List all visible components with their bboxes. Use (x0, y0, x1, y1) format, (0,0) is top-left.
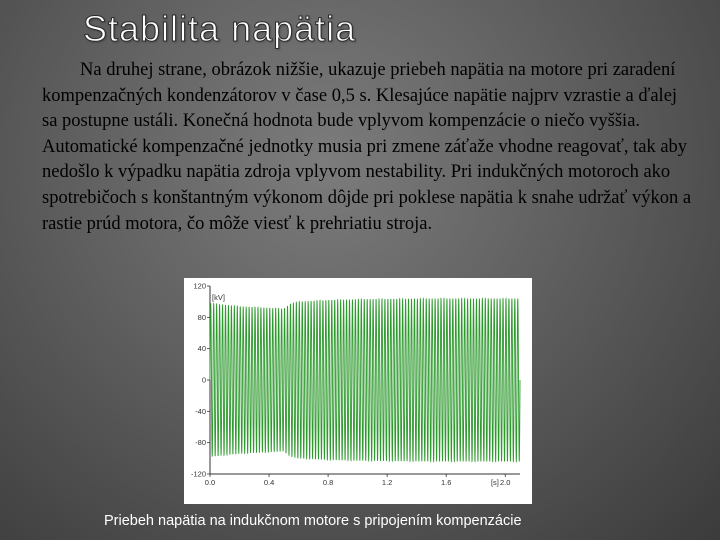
x-axis-label: [s] (490, 478, 499, 487)
y-tick-label: 0 (201, 375, 206, 385)
y-tick-label: -120 (190, 469, 206, 479)
x-tick-label: 0.0 (204, 478, 216, 487)
y-tick-label: 120 (193, 281, 206, 291)
x-tick-label: 2.0 (500, 478, 511, 487)
x-tick-label: 0.4 (263, 478, 275, 487)
y-tick-label: -80 (195, 438, 206, 448)
figure-caption: Priebeh napätia na indukčnom motore s pripojením kompenzácie (104, 513, 522, 529)
y-tick-label: 80 (197, 312, 206, 322)
y-tick-label: 40 (197, 344, 206, 354)
x-tick-label: 1.2 (381, 478, 393, 487)
slide-paragraph: Na druhej strane, obrázok nižšie, ukazuje priebeh napätia na motore pri zaradení kompenzačných kondenzátorov v čase 0,5 s. Klesajúce napätie najprv vzrastie a ďalej sa postupne ustáli. Konečná hodnota bude vplyvom kompenzácie o niečo vyššia. Automatické kompenzačné jednotky musia pri zmene záťaže vhodne reagovať, tak aby nedošlo k výpadku napätia zdroja vplyvom nestability. Pri indukčných motoroch ako spotrebičoch s konštantným výkonom dôjde pri poklese napätia k snahe udržať výkon a rastie prúd motora, čo môže viesť k prehriatiu stroja. (42, 60, 692, 234)
voltage-series-line (210, 299, 520, 462)
voltage-chart-svg (184, 278, 532, 504)
x-tick-label: 0.8 (322, 478, 334, 487)
y-axis-label: [kV] (212, 293, 225, 302)
slide-title: Stabilita napätia (83, 8, 357, 49)
x-tick-label: 1.6 (440, 478, 452, 487)
voltage-chart (184, 278, 532, 504)
y-tick-label: -40 (195, 406, 206, 416)
